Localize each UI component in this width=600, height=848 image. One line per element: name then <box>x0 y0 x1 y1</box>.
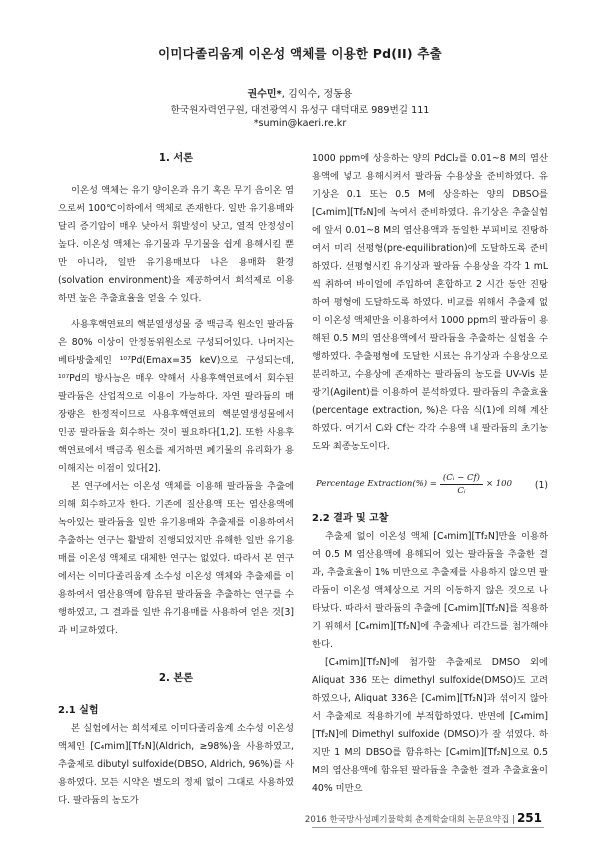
footer-separator: | <box>512 815 515 825</box>
experiment-paragraph-1: 본 실험에서는 희석제로 이미다졸리움계 소수성 이온성 액체인 [C₄mim][Tf₂N](Aldrich, ≥98%)을 사용하였고, 추출제로 dibutyl sulfoxide(DBSO, Aldrich, 96%)를 사용하였다. 모든 시약은 별도의 정제 없이 그대로 사용하였다. 팔라듐의 농도가 <box>58 723 294 806</box>
right-column <box>312 150 548 798</box>
subsection-heading-results: 2.2 결과 및 고찰 <box>312 513 389 524</box>
section-heading-intro: 1. 서론 <box>158 153 194 164</box>
experiment-paragraph-1-continued: 1000 ppm에 상응하는 양의 PdCl₂를 0.01~8 M의 염산용액에 넣고 용해시켜서 팔라듐 수용상을 준비하였다. 유기상은 0.1 또는 0.5 M에 상응하는 양의 DBSO를 [C₄mim][Tf₂N]에 녹여서 준비하였다. 유기상은 추출실험에 앞서 0.01~8 M의 염산용액과 동일한 부피비로 진탕하여서 미리 선평형(pre-equilibration)에 도달하도록 준비하였다. 선평형시킨 유기상과 팔라듐 수용상을 각각 1 mL씩 취하여 바이얼에 주입하여 혼합하고 2 시간 동안 진탕하여 평형에 도달하도록 하였다. 비교를 위해서 추출제 없이 이온성 액체만을 이용하여서 1000 ppm의 팔라듐이 용해된 0.5 M의 염산용액에서 팔라듐을 추출하는 실험을 수행하였다. 추출평형에 도달한 시료는 유기상과 수용상으로 분리하고, 수용상에 존재하는 팔라듐의 농도를 UV-Vis 분광기(Agilent)를 이용하여 분석하였다. 팔라듐의 추출효율 (percentage extraction, %)은 다음 식(1)에 의해 계산하였다. 여기서 Cᵢ와 Cf는 각각 수용액 내 팔라듐의 초기농도와 최종농도이다. <box>312 153 548 452</box>
footer-proceedings: 2016 한국방사성폐기물학회 춘계학술대회 논문요약집 <box>304 815 510 825</box>
equation-formula <box>316 470 512 498</box>
corresponding-mark: * <box>276 89 282 100</box>
intro-paragraph-1: 이온성 액체는 유기 양이온과 유기 혹은 무기 음이온 염으로써 100℃이하에서 액체로 존재한다. 일반 유기용매와 달리 증기압이 매우 낮아서 휘발성이 낮고, 열적 안정성이 높다. 이온성 액체는 유기물과 무기물을 쉽게 용해시킬 뿐만 아니라, 일반 유기용매보다 나은 용매화 환경(solvation environment)을 제공하여서 희석제로 이용하면 높은 추출효율을 얻을 수 있다. <box>58 185 294 304</box>
author-email: *sumin@kaeri.re.kr <box>253 118 347 129</box>
left-column <box>58 150 294 810</box>
footer-rule <box>312 827 544 828</box>
equation-number: (1) <box>534 480 548 491</box>
section-heading-main: 2. 본론 <box>158 673 194 684</box>
affiliation: 한국원자력연구원, 대전광역시 유성구 대덕대로 989번길 111 <box>170 105 430 116</box>
paper-title: 이미다졸리움계 이온성 액체를 이용한 Pd(II) 추출 <box>158 46 442 61</box>
author-line <box>0 85 600 100</box>
equation-lhs: Percentage Extraction(%) = <box>316 479 437 489</box>
intro-paragraph-2: 사용후핵연료의 핵분열생성물 중 백금족 원소인 팔라듐은 80% 이상이 안정동위원소로 구성되어있다. 나머지는 베타방출제인 ¹⁰⁷Pd(Emax=35 keV)으로 구성되는데, ¹⁰⁷Pd의 방사능은 매우 약해서 사용후핵연료에서 회수된 팔라듐은 산업적으로 이용이 가능하다. 자연 팔라듐의 매장량은 한정적이므로 사용후핵연료의 핵분열생성물에서 인공 팔라듐을 회수하는 것이 필요하다[1,2]. 또한 사용후핵연료에서 백금족 원소를 제거하면 폐기물의 유리화가 용이해지는 이점이 있다[2]. <box>58 319 294 474</box>
page-number: 251 <box>516 811 542 825</box>
subsection-heading-experiment: 2.1 실험 <box>58 705 99 716</box>
equation-denominator: Cᵢ <box>457 485 466 496</box>
equation-numerator: (Cᵢ − Cf) <box>440 472 483 485</box>
results-paragraph-2: [C₄mim][Tf₂N]에 첨가할 추출제로 DMSO 외에 Aliquat 336 또는 dimethyl sulfoxide(DMSO)도 고려하였으나, Aliquat 336은 [C₄mim][Tf₂N]과 섞이지 않아서 추출제로 적용하기에 부적합하였다. 반면에 [C₄mim][Tf₂N]에 Dimethyl sulfoxide (DMSO)가 잘 섞였다. 하지만 1 M의 DBSO를 함유하는 [C₄mim][Tf₂N]으로 0.5 M의 염산용액에 함유된 팔라듐을 추출한 결과 추출효율이 40% 미만으 <box>312 657 548 794</box>
equation-multiplier: × 100 <box>485 479 513 489</box>
equation-1 <box>312 470 548 498</box>
results-paragraph-1: 추출제 없이 이온성 액체 [C₄mim][Tf₂N]만을 이용하여 0.5 M 염산용액에 용해되어 있는 팔라듐을 추출한 결과, 추출효율이 1% 미만으로 추출제를 사용하지 않으면 팔라듐이 이온성 액체상으로 거의 이동하지 않은 것으로 나타났다. 따라서 팔라듐의 추출에 [C₄mim][Tf₂N]를 적용하기 위해서 [C₄mim][Tf₂N]에 추출제나 리간드를 첨가해야 한다. <box>312 531 548 650</box>
page-footer <box>305 811 542 825</box>
corresponding-author: 권수민 <box>247 89 277 100</box>
intro-paragraph-3: 본 연구에서는 이온성 액체를 이용해 팔라듐을 추출에 의해 회수하고자 한다. 기존에 질산용액 또는 염산용액에 녹아있는 팔라듐을 일반 유기용매와 추출제를 이용하여서 추출하는 연구는 활발히 진행되었지만 유해한 일반 유기용매를 이온성 액체로 대체한 연구는 없었다. 따라서 본 연구에서는 이미다졸리움계 소수성 이온성 액체와 추출제를 이용하여서 염산용액에 함유된 팔라듐을 추출하는 연구를 수행하였고, 그 결과를 일반 유기용매를 사용하여 얻은 것[3]과 비교하였다. <box>58 481 294 636</box>
equation-fraction <box>440 472 483 497</box>
coauthors: , 김익수, 정동용 <box>281 89 353 100</box>
